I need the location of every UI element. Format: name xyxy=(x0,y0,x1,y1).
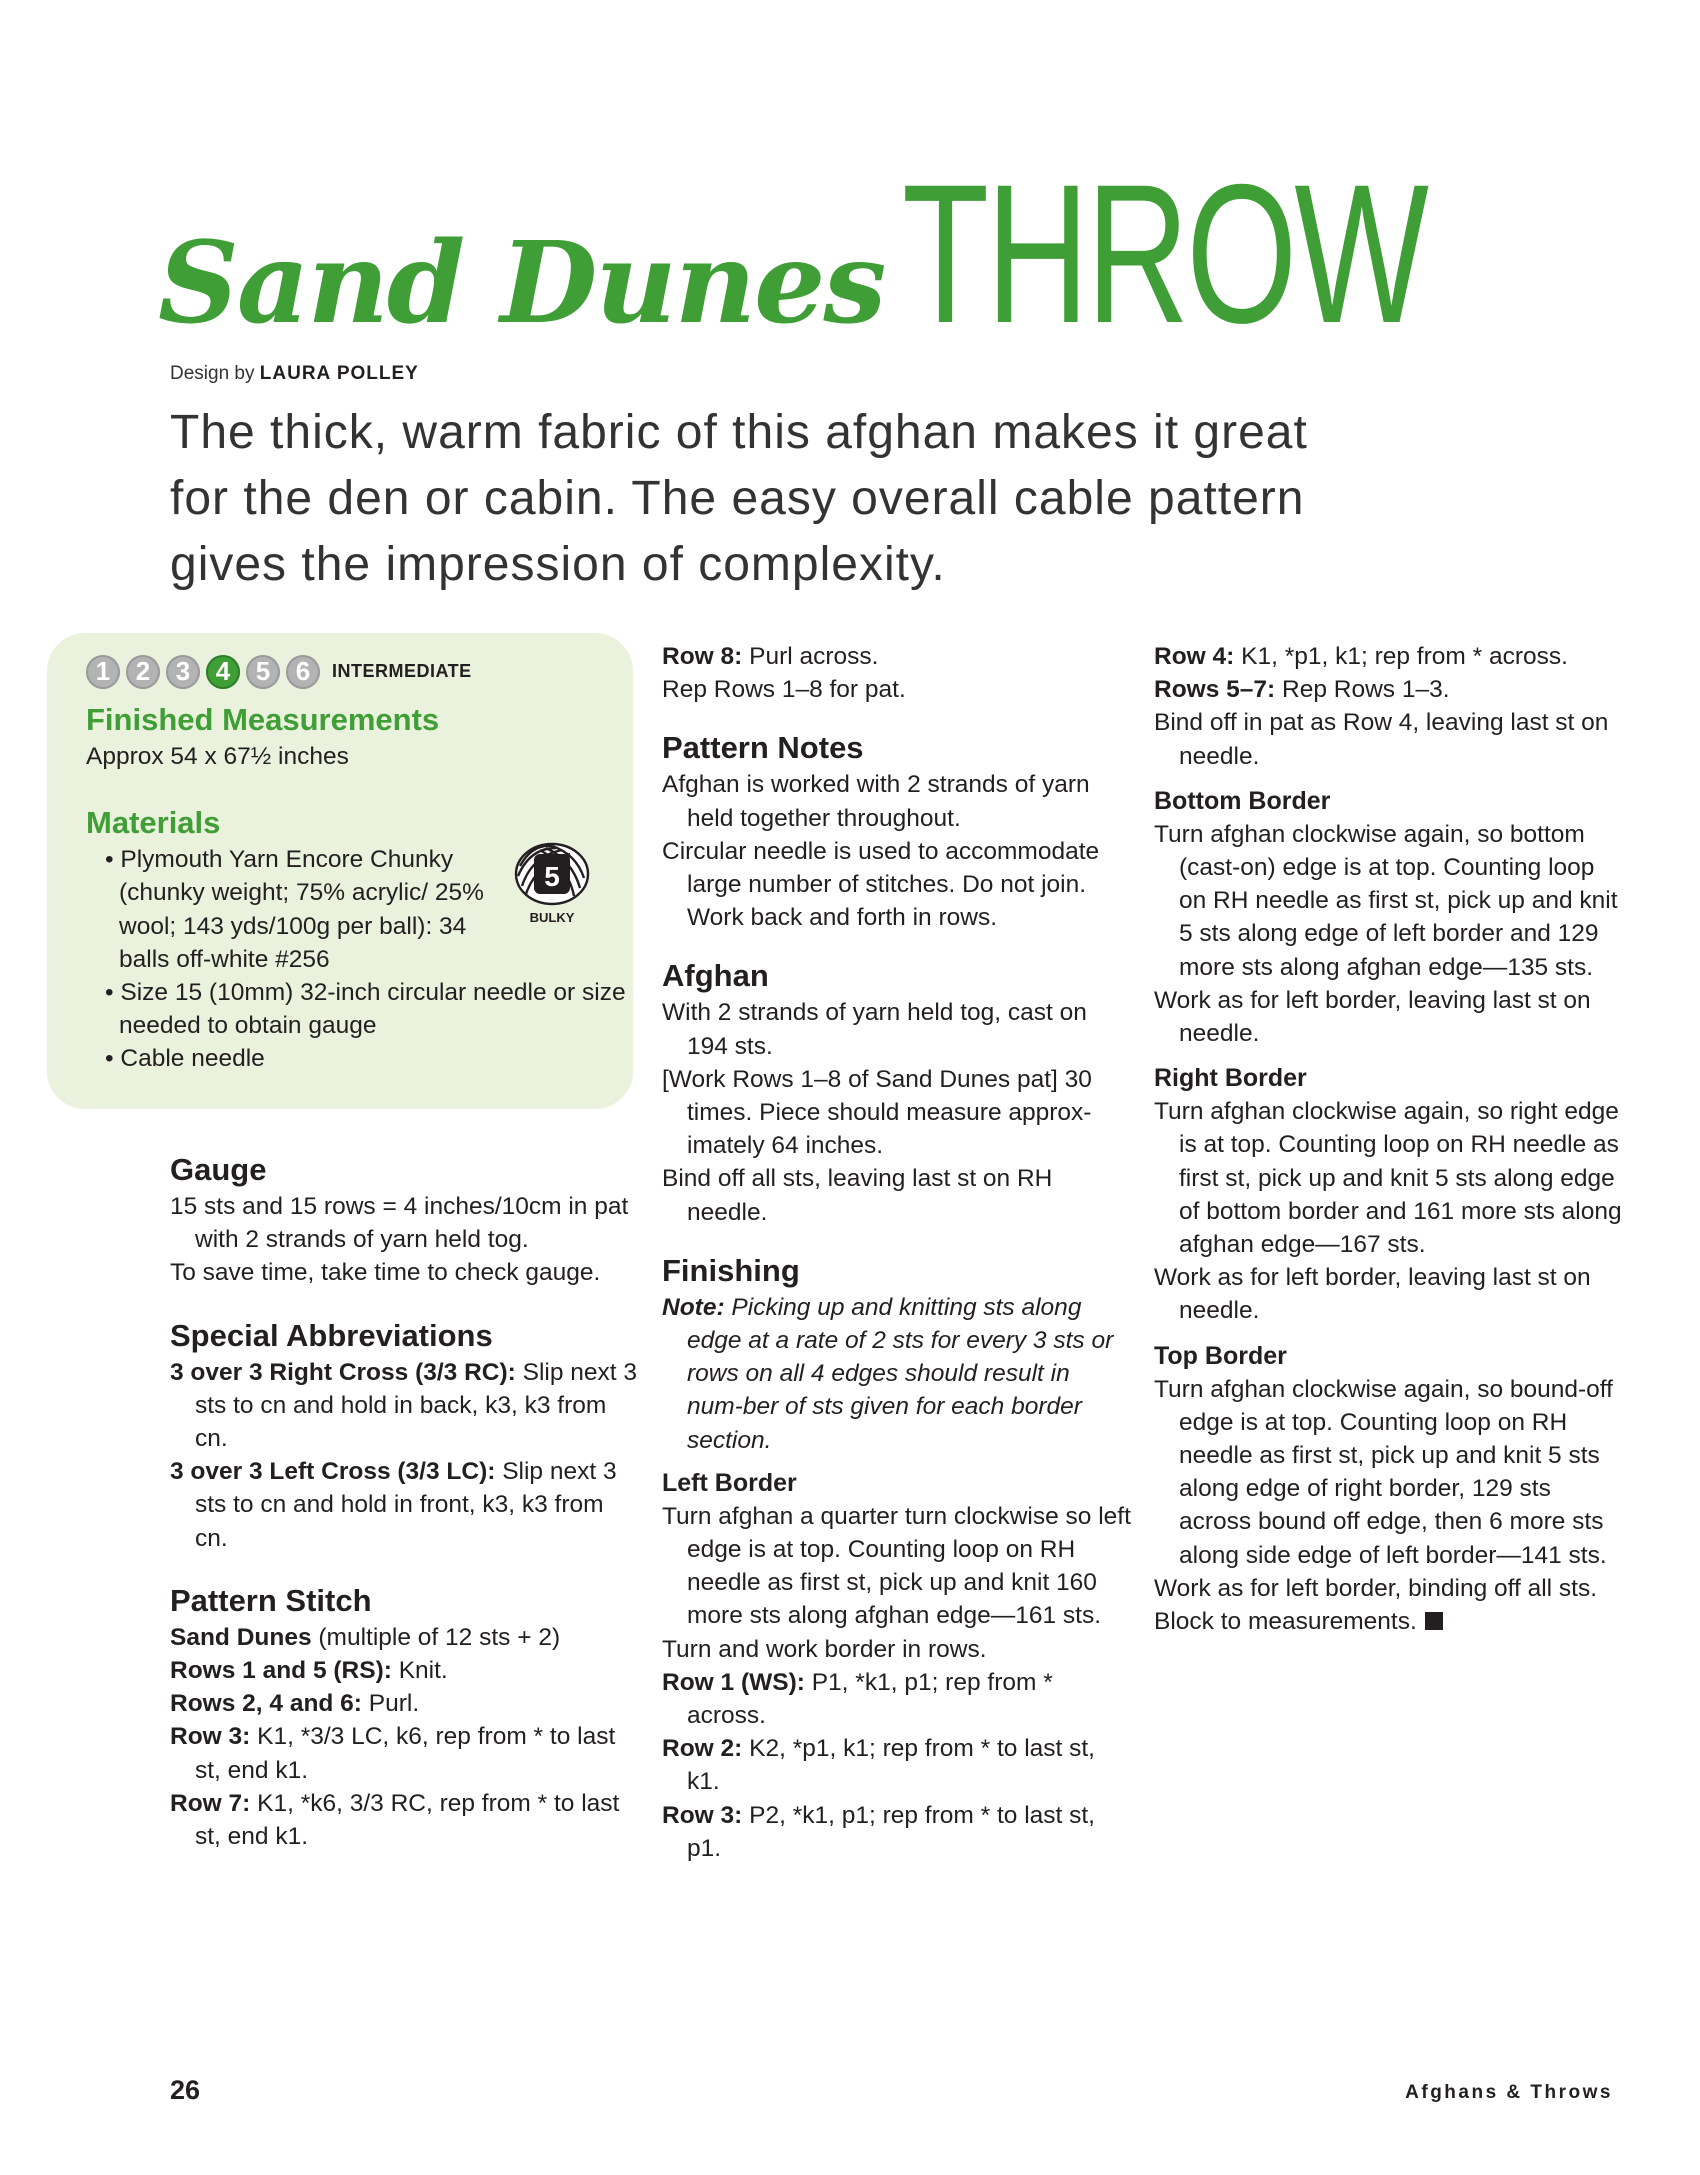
skill-level-4-active: 4 xyxy=(206,655,240,689)
yarn-weight-number: 5 xyxy=(544,861,560,892)
right-border-line: Turn afghan clockwise again, so right edge is at top. Counting loop on RH needle as first st, pick up and knit 5 sts along edge of bottom border and 161 more sts along afghan edge—167 sts. xyxy=(1154,1098,1622,1259)
left-border-row: Row 3: P2, *k1, p1; rep from * to last st, p1. xyxy=(662,1801,1095,1862)
top-border-heading: Top Border xyxy=(1154,1341,1287,1370)
left-border-row: Row 4: K1, *p1, k1; rep from * across. xyxy=(1154,643,1568,670)
pattern-notes-heading: Pattern Notes xyxy=(662,730,864,766)
skill-level-5: 5 xyxy=(246,655,280,689)
pattern-stitch-item: Rep Rows 1–8 for pat. xyxy=(662,676,906,704)
pattern-stitch-item: Sand Dunes (multiple of 12 sts + 2) xyxy=(170,1623,561,1651)
left-border-row: Row 1 (WS): P1, *k1, p1; rep from * across. xyxy=(662,1668,1053,1730)
pattern-stitch-heading: Pattern Stitch xyxy=(170,1582,372,1618)
byline-prefix: Design by xyxy=(170,363,255,384)
material-item: • Plymouth Yarn Encore Chunky (chunky weight; 75% acrylic/ 25% wool; 143 yds/100g per ball): 34 balls off-white #256 xyxy=(105,846,484,973)
intro-text: The thick, warm fabric of this afghan makes it great for the den or cabin. The easy overall cable pattern gives the impression of complexity. xyxy=(170,406,1308,591)
skill-label: INTERMEDIATE xyxy=(332,661,472,682)
abbreviations-heading: Special Abbreviations xyxy=(170,1317,493,1353)
left-border-heading: Left Border xyxy=(662,1468,797,1497)
skill-level-2: 2 xyxy=(126,655,160,689)
afghan-heading: Afghan xyxy=(662,958,769,994)
measurements-text: Approx 54 x 67½ inches xyxy=(86,743,349,770)
pattern-stitch-item: Rows 2, 4 and 6: Purl. xyxy=(170,1690,420,1718)
pattern-stitch-item: Row 3: K1, *3/3 LC, k6, rep from * to last st, end k1. xyxy=(170,1723,616,1784)
gauge-heading: Gauge xyxy=(170,1152,267,1187)
left-border-end: Bind off in pat as Row 4, leaving last st on needle. xyxy=(1154,709,1609,770)
skill-level-3: 3 xyxy=(166,655,200,689)
afghan-line: [Work Rows 1–8 of Sand Dunes pat] 30 times. Piece should measure approx-imately 64 inches. xyxy=(662,1065,1092,1160)
yarn-weight-icon xyxy=(512,836,592,926)
afghan-line: Bind off all sts, leaving last st on RH needle. xyxy=(662,1165,1053,1226)
section-title: Afghans & Throws xyxy=(1405,2082,1613,2103)
material-item: • Cable needle xyxy=(105,1045,265,1073)
designer-name: LAURA POLLEY xyxy=(259,363,419,384)
afghan-line: With 2 strands of yarn held tog, cast on 194 sts. xyxy=(662,999,1087,1060)
top-border-line: Turn afghan clockwise again, so bound-off edge is at top. Counting loop on RH needle as first st, pick up and knit 5 sts along edge of right border, 129 sts across bound off edge, then 6 more sts along side edge of left border—141 sts. xyxy=(1154,1375,1613,1569)
column-3 xyxy=(1154,640,1624,1638)
skill-level xyxy=(86,650,626,694)
skill-level-1: 1 xyxy=(86,655,120,689)
pattern-stitch-item: Rows 1 and 5 (RS): Knit. xyxy=(170,1657,448,1685)
right-border-line: Work as for left border, leaving last st on needle. xyxy=(1154,1264,1591,1325)
bottom-border-line: Turn afghan clockwise again, so bottom (cast-on) edge is at top. Counting loop on RH needle as first st, pick up and knit 5 sts along edge of left border and 129 more sts along afghan edge—135 sts. xyxy=(1154,820,1618,981)
top-border-line: Work as for left border, binding off all sts. xyxy=(1154,1574,1598,1602)
column-1 xyxy=(170,1150,640,1853)
pattern-notes-line: Circular needle is used to accommodate large number of stitches. Do not join. Work back and forth in rows. xyxy=(662,837,1100,932)
skill-level-6: 6 xyxy=(286,655,320,689)
gauge-line: 15 sts and 15 rows = 4 inches/10cm in pat with 2 strands of yarn held tog. xyxy=(170,1193,629,1254)
left-border-row: Rows 5–7: Rep Rows 1–3. xyxy=(1154,676,1450,704)
finishing-note: Note: Picking up and knitting sts along edge at a rate of 2 sts for every 3 sts or rows on all 4 edges should result in num-ber of sts given for each border section. xyxy=(662,1293,1114,1454)
pattern-stitch-item: Row 8: Purl across. xyxy=(662,643,879,670)
page-title xyxy=(158,140,1630,367)
left-border-row: Row 2: K2, *p1, k1; rep from * to last st, k1. xyxy=(662,1735,1095,1796)
finishing-heading: Finishing xyxy=(662,1252,800,1288)
bottom-border-line: Work as for left border, leaving last st on needle. xyxy=(1154,986,1591,1048)
abbreviation-item: 3 over 3 Left Cross (3/3 LC): Slip next 3 sts to cn and hold in front, k3, k3 from cn. xyxy=(170,1458,617,1552)
byline xyxy=(170,363,419,385)
end-mark-square-icon xyxy=(1425,1612,1443,1630)
abbreviation-item: 3 over 3 Right Cross (3/3 RC): Slip next 3 sts to cn and hold in back, k3, k3 from cn. xyxy=(170,1358,638,1453)
bottom-border-heading: Bottom Border xyxy=(1154,786,1331,815)
page-number: 26 xyxy=(170,2075,201,2105)
material-item: • Size 15 (10mm) 32-inch circular needle or size needed to obtain gauge xyxy=(105,979,626,1040)
yarn-weight-label: BULKY xyxy=(529,910,575,925)
right-border-heading: Right Border xyxy=(1154,1064,1307,1093)
title-caps: THROW xyxy=(902,143,1427,364)
left-border-intro: Turn afghan a quarter turn clockwise so left edge is at top. Counting loop on RH needle as first st, pick up and knit 160 more sts along afghan edge—161 sts. xyxy=(662,1502,1131,1630)
gauge-line: To save time, take time to check gauge. xyxy=(170,1259,601,1287)
materials-heading: Materials xyxy=(86,805,221,841)
title-script: Sand Dunes xyxy=(158,218,885,349)
left-border-turn: Turn and work border in rows. xyxy=(662,1635,987,1663)
top-border-line: Block to measurements. xyxy=(1154,1605,1624,1638)
pattern-stitch-item: Row 7: K1, *k6, 3/3 RC, rep from * to last st, end k1. xyxy=(170,1789,620,1851)
measurements-heading: Finished Measurements xyxy=(86,702,440,737)
pattern-notes-line: Afghan is worked with 2 strands of yarn held together throughout. xyxy=(662,771,1090,832)
column-2 xyxy=(662,640,1132,1865)
